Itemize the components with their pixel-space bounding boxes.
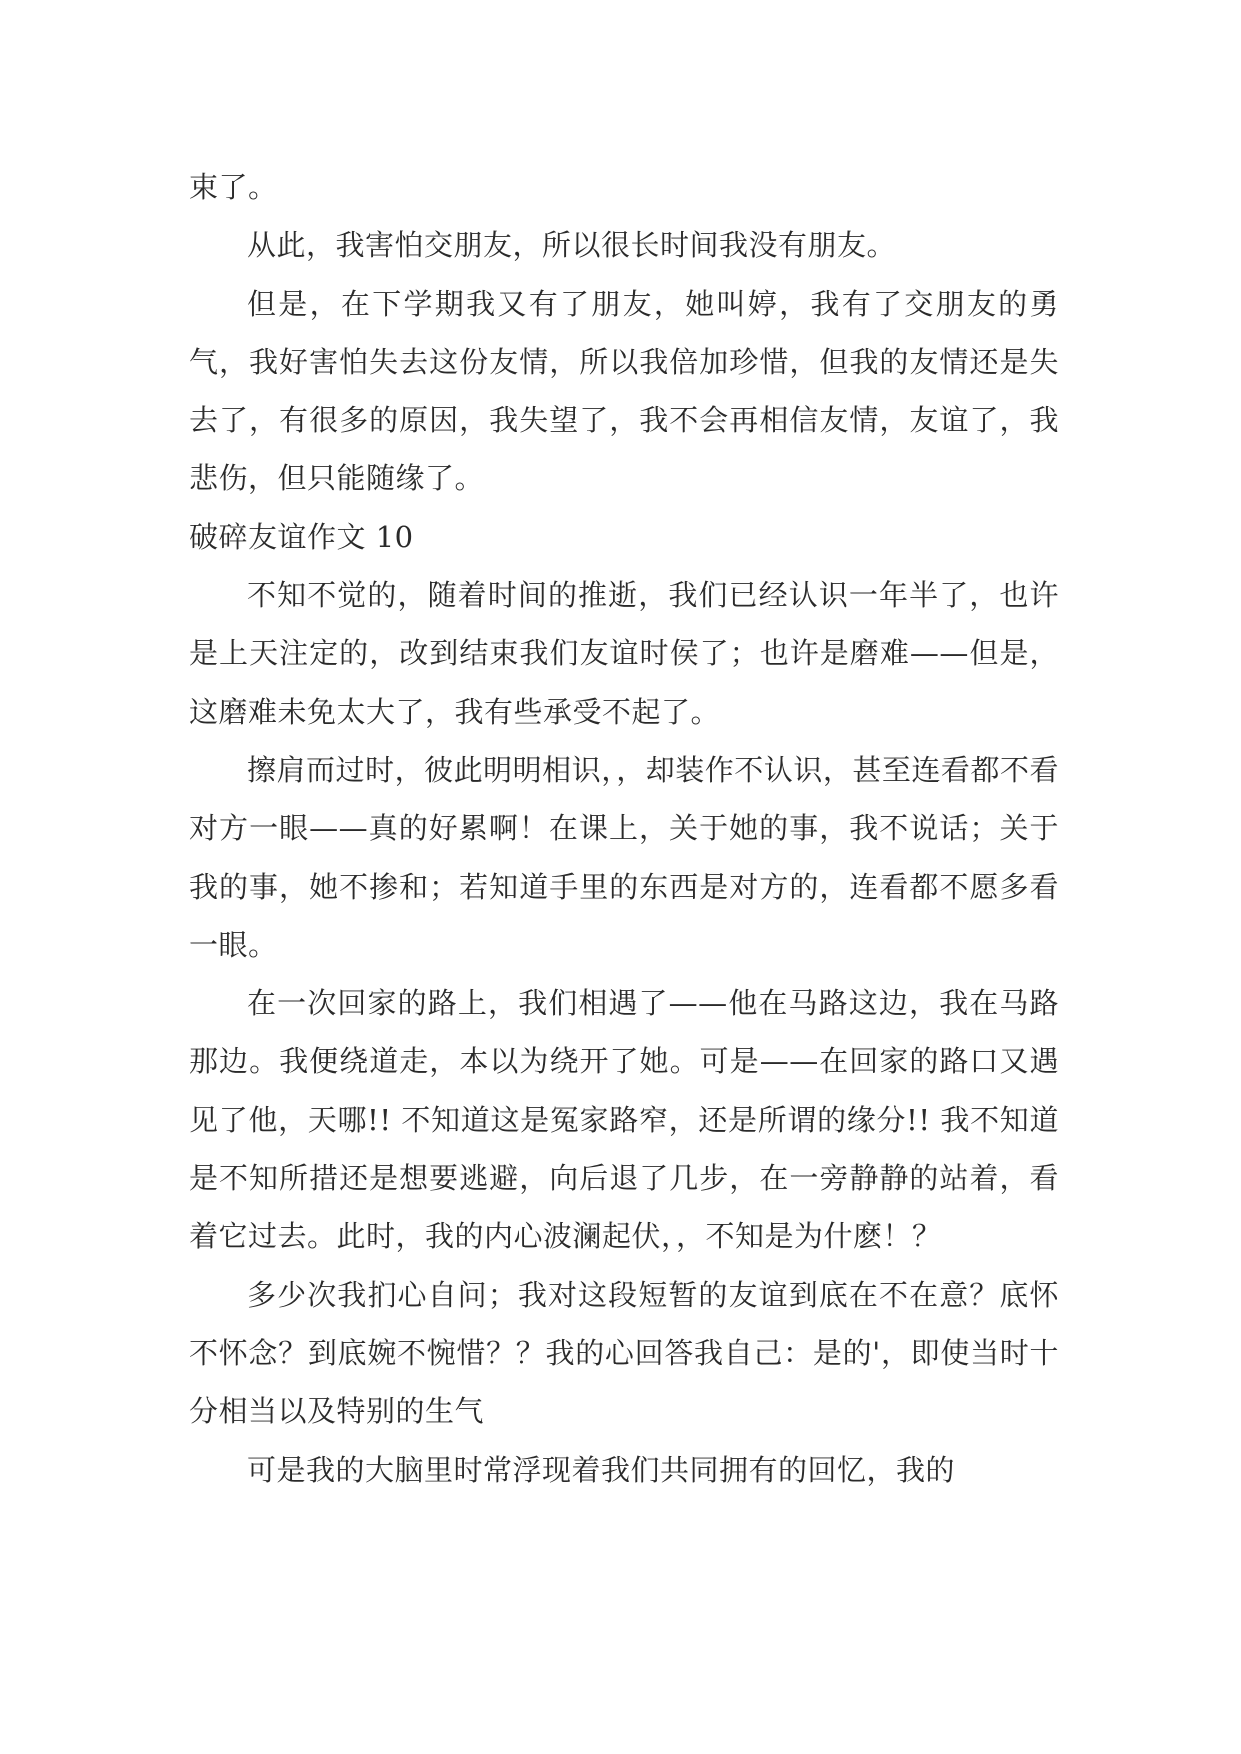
paragraph: 不知不觉的，随着时间的推逝，我们已经认识一年半了，也许是上天注定的，改到结束我们友谊时侯了；也许是磨难——但是，这磨难未免太大了，我有些承受不起了。	[189, 578, 1059, 729]
paragraph: 擦肩而过时，彼此明明相识，，却装作不认识，甚至连看都不看对方一眼——真的好累啊！在课上，关于她的事，我不说话；关于我的事，她不掺和；若知道手里的东西是对方的，连看都不愿多看一眼。	[189, 752, 1059, 962]
paragraph: 但是，在下学期我又有了朋友，她叫婷，我有了交朋友的勇气，我好害怕失去这份友情，所以我倍加珍惜，但我的友情还是失去了，有很多的原因，我失望了，我不会再相信友情，友谊了，我悲伤，但只能随缘了。	[189, 286, 1059, 496]
section-heading: 破碎友谊作文 10	[189, 519, 414, 554]
paragraph: 多少次我扪心自问；我对这段短暂的友谊到底在不在意？底怀不怀念？到底婉不惋惜？？我的心回答我自己：是的'，即使当时十分相当以及特别的生气	[189, 1277, 1059, 1429]
document-body	[189, 158, 1059, 1499]
paragraph: 束了。	[189, 170, 278, 204]
paragraph: 从此，我害怕交朋友，所以很长时间我没有朋友。	[247, 228, 897, 263]
paragraph: 可是我的大脑里时常浮现着我们共同拥有的回忆，我的	[247, 1452, 956, 1487]
paragraph: 在一次回家的路上，我们相遇了——他在马路这边，我在马路那边。我便绕道走，本以为绕开了她。可是——在回家的路口又遇见了他，天哪!! 不知道这是冤家路窄，还是所谓的缘分!! 我不知道是不知所措还是想要逃避，向后退了几步，在一旁静静的站着，看着它过去。此时，我的内心波澜起伏，，不知是为什麽！？	[189, 986, 1059, 1254]
